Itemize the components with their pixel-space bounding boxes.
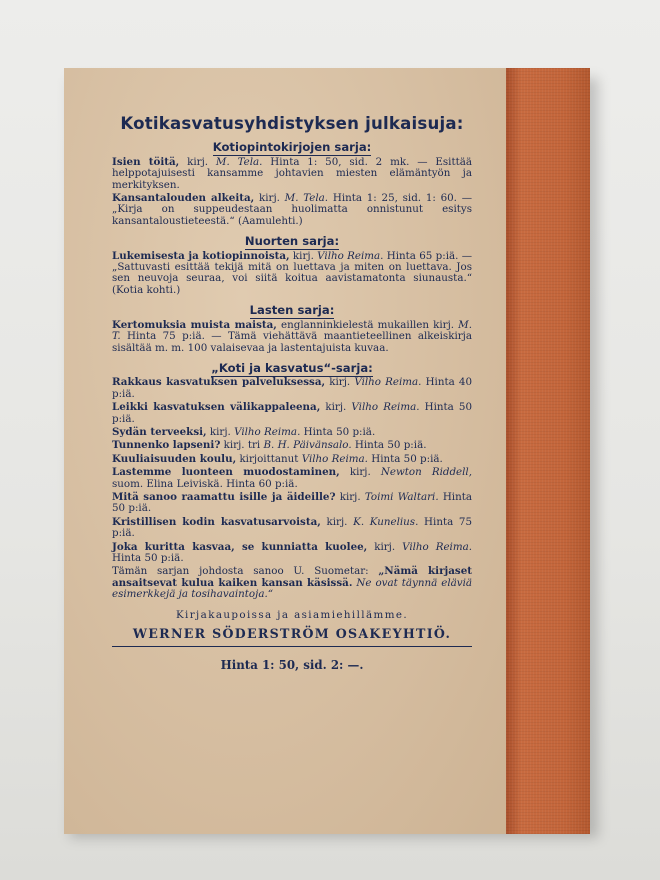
cover-text xyxy=(112,114,473,673)
bookstore-note: Kirjakaupoissa ja asiamiehillämme. xyxy=(175,608,409,621)
book-price: Hinta 1: 50, sid. 2: —. xyxy=(220,658,364,673)
back-cover xyxy=(64,68,510,834)
list-item: Tunnenko lapseni? kirj. tri B. H. Päivänsalo. Hinta 50 p:iä. xyxy=(112,439,427,452)
list-item: Kuuliaisuuden koulu, kirjoittanut Vilho Reima. Hinta 50 p:iä. xyxy=(112,452,443,465)
section-heading: Lasten sarja: xyxy=(249,303,335,318)
list-item: Kristillisen kodin kasvatusarvoista, kirj. K. Kunelius. Hinta 75 p:iä. xyxy=(112,515,472,540)
list-item: Rakkaus kasvatuksen palveluksessa, kirj. Vilho Reima. Hinta 40 p:iä. xyxy=(112,376,472,400)
list-item: Kertomuksia muista maista, englanninkielestä mukaillen kirj. M. T. Hinta 75 p:iä. — Tämä viehättävä maantieteellinen alkeiskirja sisältää m. m. 100 valaisevaa ja lastentajuista kuvaa. xyxy=(112,318,472,354)
section-heading: Nuorten sarja: xyxy=(244,234,340,249)
review-quote: Tämän sarjan johdosta sanoo U. Suometar: „Nämä kirjaset ansaitsevat kulua kaiken kansan käsissä. Ne ovat täynnä eläviä esimerkkejä ja tosihavaintoja.“ xyxy=(112,565,473,601)
list-item: Mitä sanoo raamattu isille ja äideille? kirj. Toimi Waltari. Hinta 50 p:iä. xyxy=(112,490,472,515)
section-heading: Kotiopintokirjojen sarja: xyxy=(212,140,372,155)
publisher-name: WERNER SÖDERSTRÖM OSAKEYHTIÖ. xyxy=(112,628,472,647)
section-nuorten xyxy=(112,236,472,296)
section-lasten xyxy=(112,305,472,354)
section-koti-ja-kasvatus xyxy=(112,360,473,601)
page-title: Kotikasvatusyhdistyksen julkaisuja: xyxy=(120,114,464,133)
list-item: Lukemisesta ja kotiopinnoista, kirj. Vilho Reima. Hinta 65 p:iä. — „Sattuvasti esittää tekijä mitä on luettava ja miten on luettava. Jos sen neuvoja seuraa, voi siitä koitua aavistamatonta siunausta.“ (Kotia kohti.) xyxy=(112,249,472,296)
section-kotiopinto xyxy=(112,142,472,227)
list-item: Kansantalouden alkeita, kirj. M. Tela. Hinta 1: 25, sid. 1: 60. — „Kirja on suppeudestaan huolimatta onnistunut esitys kansantaloustieteestä.“ (Aamulehti.) xyxy=(112,192,472,227)
book xyxy=(64,68,590,834)
book-spine xyxy=(506,68,590,834)
list-item: Leikki kasvatuksen välikappaleena, kirj. Vilho Reima. Hinta 50 p:iä. xyxy=(112,401,472,425)
list-item: Lastemme luonteen muodostaminen, kirj. Newton Riddell, suom. Elina Leiviskä. Hinta 60 p:iä. xyxy=(112,466,473,490)
list-item: Sydän terveeksi, kirj. Vilho Reima. Hinta 50 p:iä. xyxy=(112,425,376,438)
list-item: Isien töitä, kirj. M. Tela. Hinta 1: 50, sid. 2 mk. — Esittää helppotajuisesti kansamme johtavien miesten elämäntyön ja merkityksen. xyxy=(112,155,472,191)
section-heading: „Koti ja kasvatus“-sarja: xyxy=(211,360,373,375)
list-item: Joka kuritta kasvaa, se kunniatta kuolee, kirj. Vilho Reima. Hinta 50 p:iä. xyxy=(112,540,473,564)
